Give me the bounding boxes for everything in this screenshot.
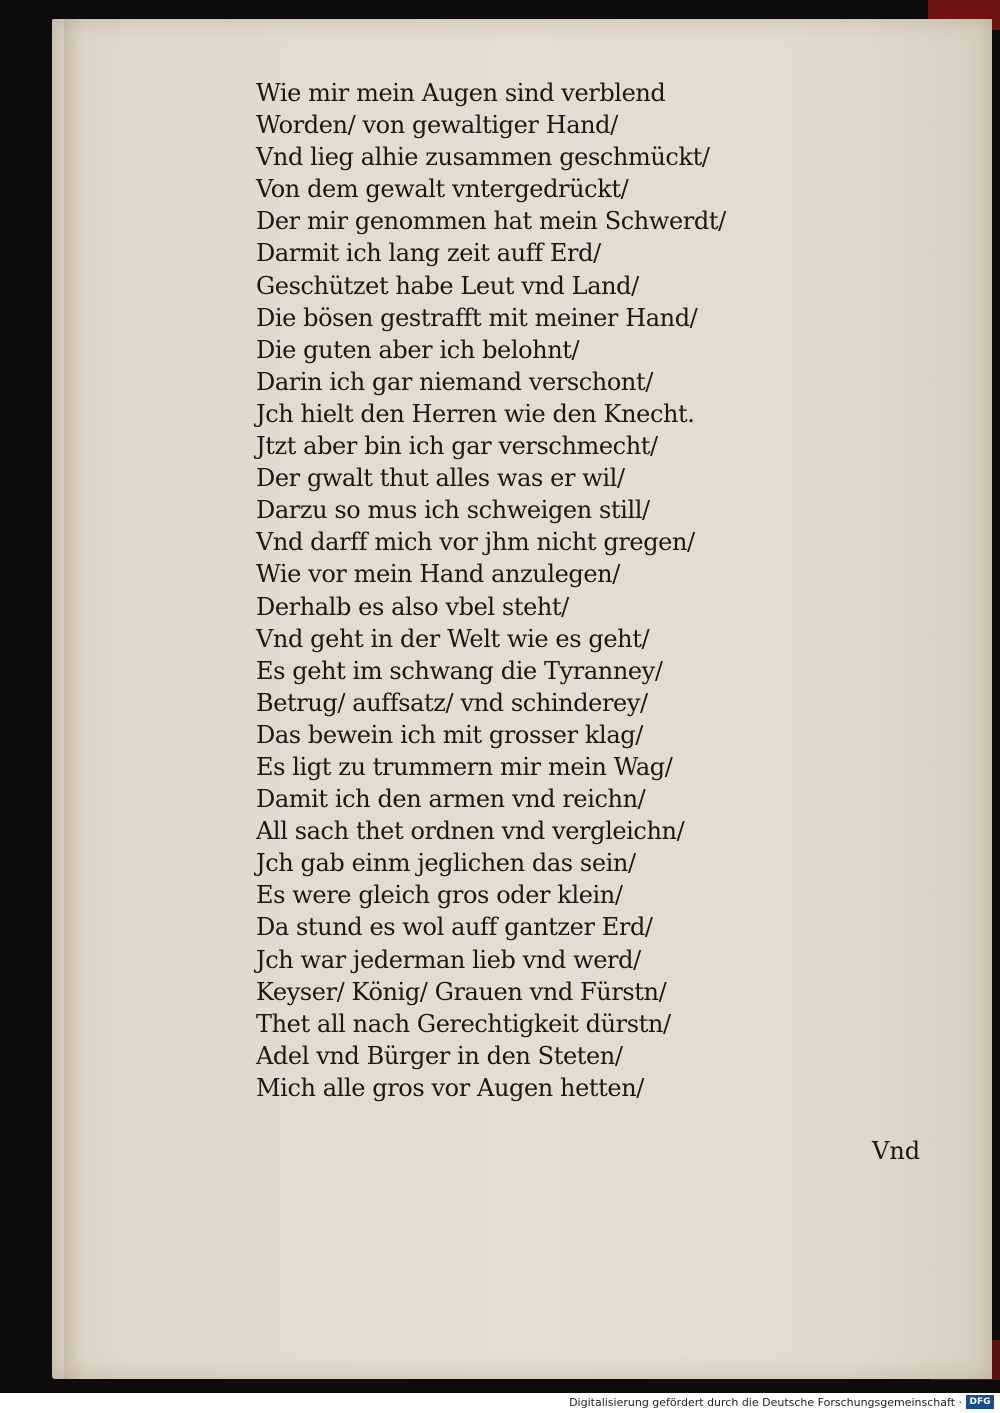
verse-line: Mich alle gros vor Augen hetten/ (256, 1073, 644, 1102)
verse-line: Jch war jederman lieb vnd werd/ (256, 945, 641, 974)
verse-line: Es were gleich gros oder klein/ (256, 881, 623, 910)
verse-line: Vnd darff mich vor jhm nicht gregen/ (256, 528, 695, 557)
verse-text (256, 77, 726, 1104)
verse-line: Jch gab einm jeglichen das sein/ (256, 849, 636, 878)
verse-line: Darmit ich lang zeit auff Erd/ (256, 239, 601, 268)
verse-line: Damit ich den armen vnd reichn/ (256, 785, 646, 814)
verse-line: Keyser/ König/ Grauen vnd Fürstn/ (256, 977, 667, 1006)
verse-line: Thet all nach Gerechtigkeit dürstn/ (256, 1009, 671, 1038)
verse-line: Vnd lieg alhie zusammen geschmückt/ (256, 143, 710, 172)
verse-line: Jch hielt den Herren wie den Knecht. (256, 399, 695, 428)
verse-line: Da stund es wol auff gantzer Erd/ (256, 913, 653, 942)
page-gutter-shadow (64, 19, 84, 1379)
verse-line: Die bösen gestrafft mit meiner Hand/ (256, 303, 698, 332)
verse-line: Der mir genommen hat mein Schwerdt/ (256, 207, 726, 236)
verse-line: Vnd geht in der Welt wie es geht/ (256, 624, 650, 653)
catchword: Vnd (872, 1137, 921, 1165)
verse-line: Betrug/ auffsatz/ vnd schinderey/ (256, 688, 648, 717)
funding-credit: Digitalisierung gefördert durch die Deutsche Forschungsgemeinschaft · (569, 1396, 962, 1409)
verse-line: Jtzt aber bin ich gar verschmecht/ (256, 432, 658, 461)
verse-line: Der gwalt thut alles was er wil/ (256, 464, 625, 493)
dfg-logo: DFG (966, 1395, 994, 1409)
verse-line: Darzu so mus ich schweigen still/ (256, 496, 650, 525)
verse-line: Wie vor mein Hand anzulegen/ (256, 560, 620, 589)
verse-line: All sach thet ordnen vnd vergleichn/ (256, 817, 685, 846)
verse-line: Die guten aber ich belohnt/ (256, 335, 580, 364)
verse-line: Wie mir mein Augen sind verblend (256, 79, 666, 107)
footer-bar (0, 1393, 1000, 1413)
verse-line: Adel vnd Bürger in den Steten/ (256, 1041, 623, 1070)
verse-line: Darin ich gar niemand verschont/ (256, 367, 653, 396)
verse-line: Worden/ von gewaltiger Hand/ (256, 111, 618, 140)
verse-line: Von dem gewalt vntergedrückt/ (256, 175, 629, 204)
verse-line: Es ligt zu trummern mir mein Wag/ (256, 752, 673, 781)
verse-line: Es geht im schwang die Tyranney/ (256, 656, 663, 685)
verse-line: Geschützet habe Leut vnd Land/ (256, 271, 639, 300)
book-page (52, 19, 992, 1379)
verse-line: Derhalb es also vbel steht/ (256, 592, 569, 621)
verse-line: Das bewein ich mit grosser klag/ (256, 720, 643, 749)
